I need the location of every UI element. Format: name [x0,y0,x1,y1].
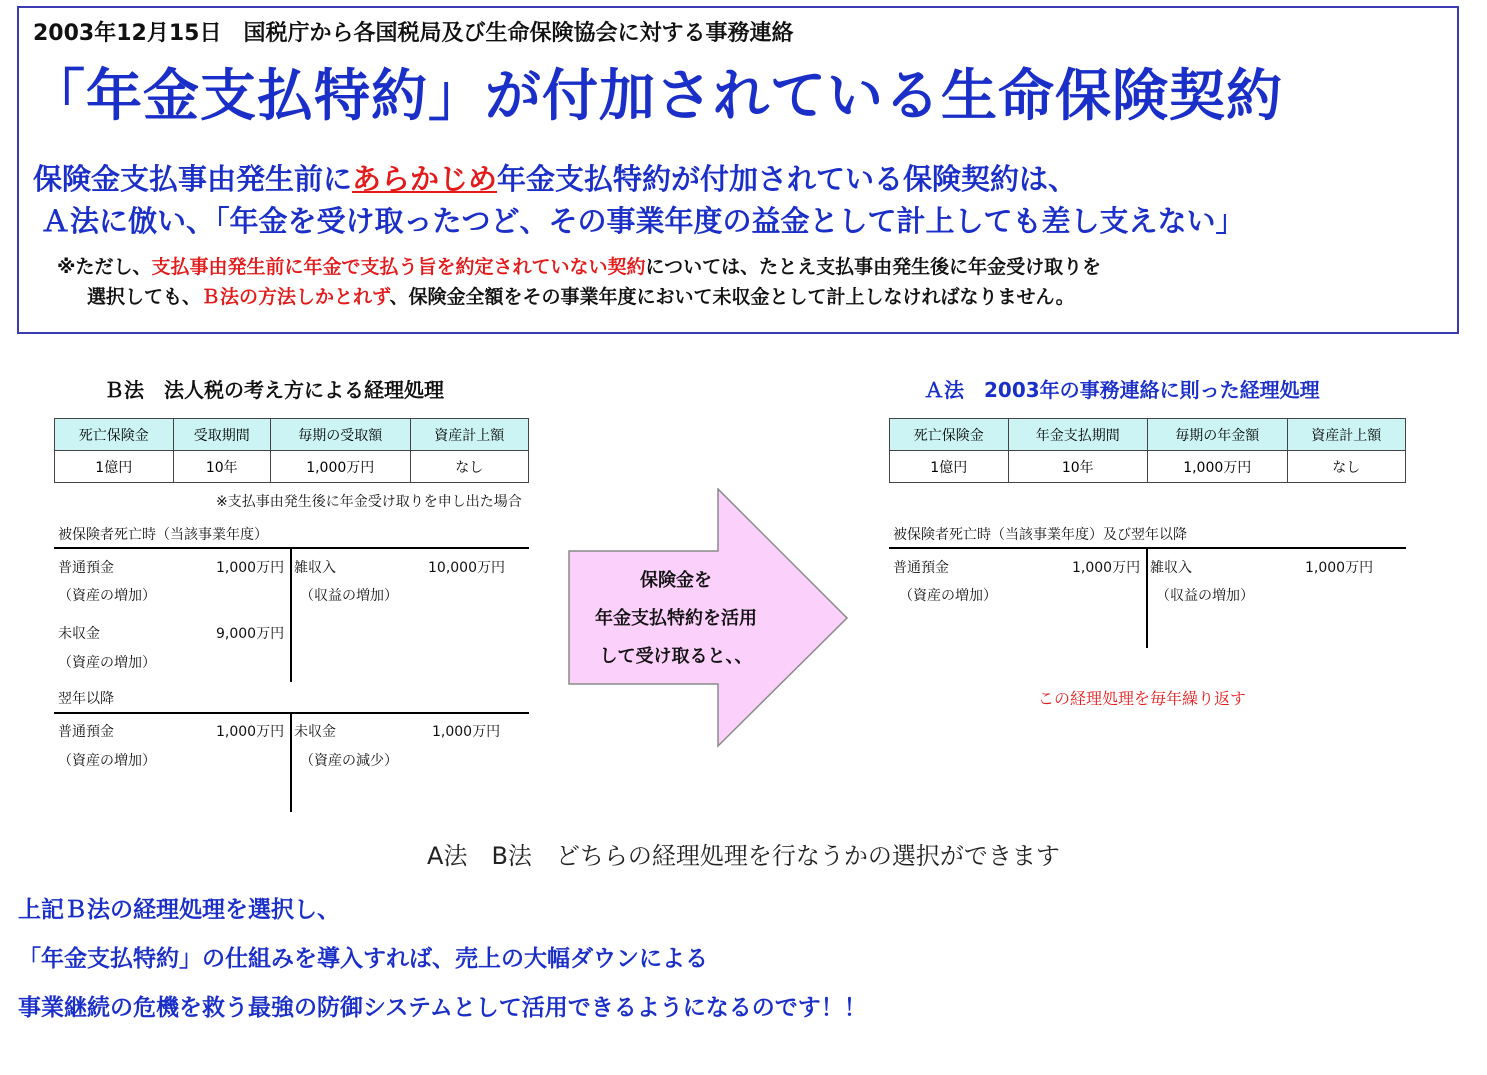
a-period-label: 被保険者死亡時（当該事業年度）及び翌年以降 [893,527,1187,543]
caveat-line-2: 選択しても、Ｂ法の方法しかとれず、保険金全額をその事業年度において未収金として計上しなければなりません。 [87,286,1075,308]
a-debit-sub: （資産の増加） [899,588,997,604]
b-method-title: Ｂ法 法人税の考え方による経理処理 [104,378,444,402]
notice-date-line: 2003年12月15日 国税庁から各国税局及び生命保険協会に対する事務連絡 [33,21,794,46]
arrow-caption [568,562,784,676]
table-cell: 10年 [1008,451,1148,483]
table-cell: 1億円 [890,451,1009,483]
table-header-row [890,419,1406,451]
table-cell: 1億円 [55,451,174,483]
lead-text [33,158,1245,242]
table-cell: なし [410,451,529,483]
b-j2-debit-amount: 1,000万円 [216,724,285,740]
table-cell: 10年 [173,451,271,483]
lead-line-2: Ａ法に倣い、「年金を受け取ったつど、その事業年度の益金として計上しても差し支えない」 [41,204,1245,238]
b-j1-debit-amount: 1,000万円 [216,560,285,576]
page-title: 「年金支払特約」が付加されている生命保険契約 [29,64,1283,129]
table-header-cell: 毎期の年金額 [1148,419,1288,451]
table-header-cell: 死亡保険金 [55,419,174,451]
b-j2-debit-label: 普通預金 [58,724,114,740]
b-j1-debit2-sub: （資産の増加） [58,655,156,671]
b-j1-credit-label: 雑収入 [294,560,336,576]
table-row [890,451,1406,483]
table-header-cell: 毎期の受取額 [271,419,411,451]
b-j1-debit-label: 普通預金 [58,560,114,576]
table-header-cell: 年金支払期間 [1008,419,1148,451]
table-header-cell: 死亡保険金 [890,419,1009,451]
table-header-cell: 資産計上額 [1287,419,1406,451]
arrow-caption-line: 保険金を [640,570,712,591]
lead-line-1: 保険金支払事由発生前にあらかじめ年金支払特約が付加されている保険契約は、 [33,162,1078,196]
table-header-cell: 資産計上額 [410,419,529,451]
table-header-cell: 受取期間 [173,419,271,451]
a-credit-label: 雑収入 [1150,560,1192,576]
table-row [55,451,529,483]
table-cell: 1,000万円 [1148,451,1288,483]
choice-statement: A法 B法 どちらの経理処理を行なうかの選択ができます [427,842,1060,870]
a-repeat-note: この経理処理を毎年繰り返す [1038,689,1247,708]
a-method-table [889,418,1406,483]
b-j1-credit-sub: （収益の増加） [300,588,398,604]
journal-t-line [290,548,292,682]
b-period-1-label: 被保険者死亡時（当該事業年度） [58,527,268,543]
notice-box [17,6,1459,334]
conclusion-line: 上記Ｂ法の経理処理を選択し、 [18,897,340,923]
table-cell: なし [1287,451,1406,483]
b-j1-credit-amount: 10,000万円 [428,560,505,576]
b-j2-debit-sub: （資産の増加） [58,753,156,769]
table-header-row [55,419,529,451]
conclusion-text [18,886,867,1033]
b-j1-debit2-label: 未収金 [58,626,100,642]
b-j1-debit-sub: （資産の増加） [58,588,156,604]
journal-t-line [290,713,292,812]
b-j2-credit-label: 未収金 [294,724,336,740]
caveat-line-1: ※ただし、支払事由発生前に年金で支払う旨を約定されていない契約については、たとえ支払事由発生後に年金受け取りを [57,256,1102,278]
conclusion-line: 「年金支払特約」の仕組みを導入すれば、売上の大幅ダウンによる [18,946,708,972]
b-j1-debit2-amount: 9,000万円 [216,626,285,642]
b-j2-credit-amount: 1,000万円 [432,724,501,740]
table-cell: 1,000万円 [271,451,411,483]
b-table-note: ※支払事由発生後に年金受け取りを申し出た場合 [216,494,522,510]
a-method-title: Ａ法 2003年の事務連絡に則った経理処理 [924,378,1320,402]
a-credit-sub: （収益の増加） [1156,588,1254,604]
arrow-caption-line: して受け取ると、、 [599,646,753,667]
a-credit-amount: 1,000万円 [1305,560,1374,576]
emphasis-beforehand: あらかじめ [352,162,498,196]
a-debit-label: 普通預金 [893,560,949,576]
arrow-caption-line: 年金支払特約を活用 [595,608,757,629]
b-period-2-label: 翌年以降 [58,691,114,707]
b-j2-credit-sub: （資産の減少） [300,753,398,769]
journal-t-line [1146,548,1148,648]
caveat-note [57,252,1101,312]
a-debit-amount: 1,000万円 [1072,560,1141,576]
b-method-table [54,418,529,483]
conclusion-line: 事業継続の危機を救う最強の防御システムとして活用できるようになるのです！！ [18,995,867,1021]
